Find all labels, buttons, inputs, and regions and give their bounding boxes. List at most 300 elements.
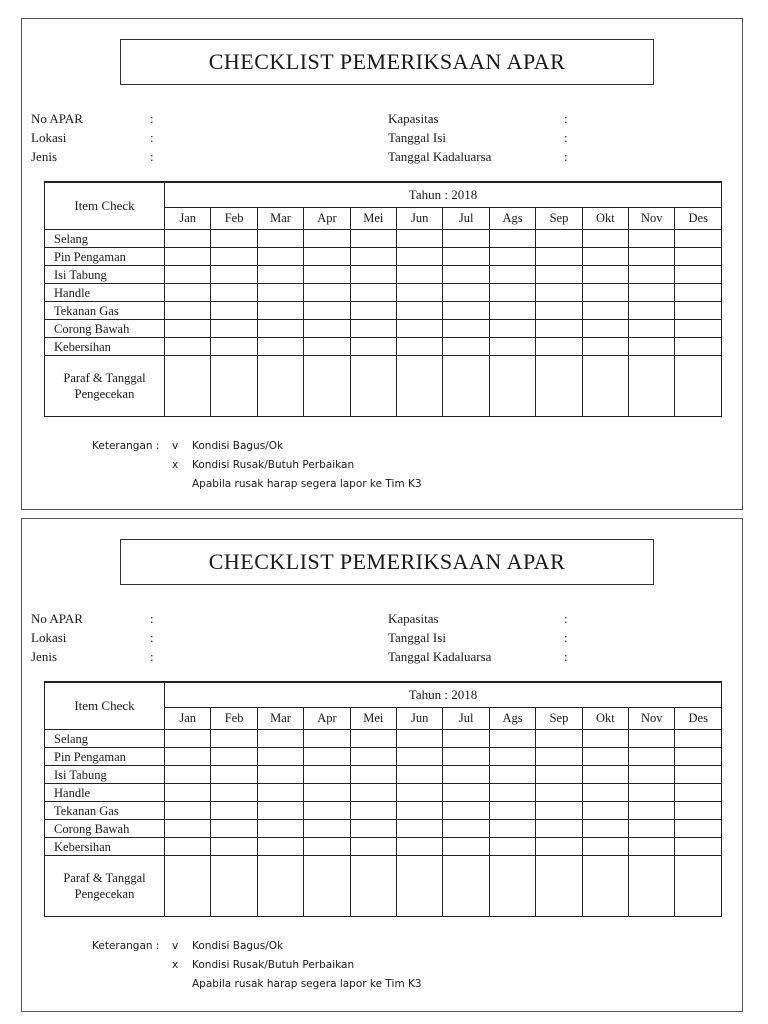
- check-cell[interactable]: [304, 784, 350, 802]
- check-cell[interactable]: [489, 338, 535, 356]
- check-cell[interactable]: [397, 838, 443, 856]
- signature-cell[interactable]: [489, 356, 535, 417]
- info-right: [388, 109, 576, 166]
- check-cell[interactable]: [675, 302, 722, 320]
- signature-cell[interactable]: [350, 356, 396, 417]
- check-cell[interactable]: [675, 748, 722, 766]
- legend-text: Kondisi Rusak/Butuh Perbaikan: [192, 959, 355, 971]
- info-row-tanggal-isi: [388, 128, 576, 147]
- month-header: Nov: [629, 708, 675, 730]
- signature-cell[interactable]: [304, 356, 350, 417]
- check-cell[interactable]: [489, 284, 535, 302]
- month-header: Des: [675, 708, 722, 730]
- check-cell[interactable]: [397, 730, 443, 748]
- check-cell[interactable]: [165, 284, 211, 302]
- month-header: Mei: [350, 208, 396, 230]
- check-cell[interactable]: [350, 338, 396, 356]
- tanggal-isi-colon: :: [564, 630, 568, 645]
- check-cell[interactable]: [582, 230, 628, 248]
- legend: [92, 937, 422, 994]
- signature-cell[interactable]: [675, 356, 722, 417]
- check-cell[interactable]: [536, 766, 582, 784]
- check-cell[interactable]: [397, 266, 443, 284]
- tanggal-kadaluarsa-label: Tanggal Kadaluarsa: [388, 149, 492, 164]
- legend-text: Kondisi Bagus/Ok: [192, 940, 284, 952]
- check-cell[interactable]: [211, 838, 257, 856]
- check-cell[interactable]: [489, 748, 535, 766]
- paraf-row: [45, 856, 722, 917]
- item-label: Tekanan Gas: [45, 802, 165, 820]
- table-row: [45, 820, 722, 838]
- tanggal-isi-colon: :: [564, 130, 568, 145]
- check-cell[interactable]: [582, 338, 628, 356]
- signature-cell[interactable]: [304, 856, 350, 917]
- check-cell[interactable]: [350, 748, 396, 766]
- check-cell[interactable]: [443, 302, 489, 320]
- check-cell[interactable]: [489, 838, 535, 856]
- info-row-kapasitas: [388, 109, 576, 128]
- check-cell[interactable]: [443, 766, 489, 784]
- check-cell[interactable]: [211, 266, 257, 284]
- check-cell[interactable]: [629, 302, 675, 320]
- check-cell[interactable]: [629, 248, 675, 266]
- info-row-no-apar: [31, 609, 162, 628]
- check-cell[interactable]: [211, 320, 257, 338]
- tanggal-kadaluarsa-label: Tanggal Kadaluarsa: [388, 649, 492, 664]
- signature-cell[interactable]: [257, 856, 303, 917]
- signature-cell[interactable]: [629, 356, 675, 417]
- check-cell[interactable]: [165, 320, 211, 338]
- check-cell[interactable]: [397, 748, 443, 766]
- check-cell[interactable]: [443, 320, 489, 338]
- signature-cell[interactable]: [397, 356, 443, 417]
- info-row-tanggal-isi: [388, 628, 576, 647]
- info-right: [388, 609, 576, 666]
- check-cell[interactable]: [350, 284, 396, 302]
- info-row-kapasitas: [388, 609, 576, 628]
- check-cell[interactable]: [165, 338, 211, 356]
- table-row: [45, 802, 722, 820]
- check-cell[interactable]: [211, 338, 257, 356]
- legend-row: [92, 956, 422, 975]
- signature-cell[interactable]: [350, 856, 396, 917]
- month-header: Ags: [489, 708, 535, 730]
- check-cell[interactable]: [397, 302, 443, 320]
- check-cell[interactable]: [165, 784, 211, 802]
- check-cell[interactable]: [675, 248, 722, 266]
- check-cell[interactable]: [165, 248, 211, 266]
- check-cell[interactable]: [536, 802, 582, 820]
- year-header: Tahun : 2018: [165, 182, 722, 208]
- legend-symbol: [172, 975, 192, 994]
- info-left: [31, 109, 162, 166]
- check-cell[interactable]: [489, 266, 535, 284]
- check-cell[interactable]: [536, 248, 582, 266]
- check-cell[interactable]: [629, 320, 675, 338]
- check-cell[interactable]: [582, 248, 628, 266]
- check-cell[interactable]: [536, 266, 582, 284]
- check-cell[interactable]: [165, 302, 211, 320]
- check-cell[interactable]: [304, 820, 350, 838]
- check-cell[interactable]: [489, 766, 535, 784]
- check-cell[interactable]: [304, 248, 350, 266]
- info-row-lokasi: [31, 128, 162, 147]
- check-cell[interactable]: [350, 766, 396, 784]
- check-cell[interactable]: [165, 230, 211, 248]
- check-cell[interactable]: [536, 730, 582, 748]
- check-cell[interactable]: [257, 266, 303, 284]
- item-label: Corong Bawah: [45, 320, 165, 338]
- check-cell[interactable]: [582, 802, 628, 820]
- check-cell[interactable]: [582, 820, 628, 838]
- check-cell[interactable]: [675, 838, 722, 856]
- check-cell[interactable]: [257, 320, 303, 338]
- check-cell[interactable]: [257, 820, 303, 838]
- check-cell[interactable]: [443, 730, 489, 748]
- month-header: Jan: [165, 208, 211, 230]
- legend: [92, 437, 422, 494]
- check-cell[interactable]: [536, 838, 582, 856]
- check-cell[interactable]: [443, 838, 489, 856]
- check-cell[interactable]: [257, 802, 303, 820]
- kapasitas-colon: :: [564, 611, 568, 626]
- check-cell[interactable]: [350, 302, 396, 320]
- check-cell[interactable]: [257, 784, 303, 802]
- jenis-label: Jenis: [31, 149, 57, 164]
- check-cell[interactable]: [582, 766, 628, 784]
- table-row: [45, 730, 722, 748]
- item-label: Kebersihan: [45, 838, 165, 856]
- jenis-colon: :: [150, 649, 154, 664]
- check-cell[interactable]: [582, 302, 628, 320]
- signature-cell[interactable]: [443, 856, 489, 917]
- check-cell[interactable]: [629, 338, 675, 356]
- item-label: Tekanan Gas: [45, 302, 165, 320]
- month-header: Apr: [304, 208, 350, 230]
- signature-cell[interactable]: [536, 856, 582, 917]
- check-cell[interactable]: [629, 748, 675, 766]
- check-cell[interactable]: [443, 230, 489, 248]
- month-header: Jul: [443, 208, 489, 230]
- table-row: [45, 748, 722, 766]
- check-cell[interactable]: [211, 802, 257, 820]
- month-header: Feb: [211, 708, 257, 730]
- check-cell[interactable]: [629, 266, 675, 284]
- month-header: Jun: [397, 708, 443, 730]
- check-cell[interactable]: [397, 248, 443, 266]
- tanggal-kadaluarsa-colon: :: [564, 649, 568, 664]
- check-cell[interactable]: [211, 230, 257, 248]
- lokasi-label: Lokasi: [31, 630, 67, 645]
- check-cell[interactable]: [257, 248, 303, 266]
- signature-cell[interactable]: [211, 856, 257, 917]
- month-header: Sep: [536, 708, 582, 730]
- check-cell[interactable]: [211, 820, 257, 838]
- check-cell[interactable]: [350, 784, 396, 802]
- check-cell[interactable]: [350, 820, 396, 838]
- check-cell[interactable]: [443, 338, 489, 356]
- info-row-tanggal-kadaluarsa: [388, 147, 576, 166]
- signature-cell[interactable]: [489, 856, 535, 917]
- check-cell[interactable]: [582, 748, 628, 766]
- no-apar-label: No APAR: [31, 111, 83, 126]
- item-label: Handle: [45, 784, 165, 802]
- lokasi-colon: :: [150, 130, 154, 145]
- tanggal-kadaluarsa-colon: :: [564, 149, 568, 164]
- check-cell[interactable]: [257, 766, 303, 784]
- table-row: [45, 266, 722, 284]
- signature-cell[interactable]: [443, 356, 489, 417]
- legend-row: [92, 975, 422, 994]
- check-cell[interactable]: [629, 784, 675, 802]
- check-cell[interactable]: [582, 266, 628, 284]
- month-header: Okt: [582, 708, 628, 730]
- check-cell[interactable]: [304, 748, 350, 766]
- no-apar-label: No APAR: [31, 611, 83, 626]
- check-cell[interactable]: [304, 802, 350, 820]
- month-header: Feb: [211, 208, 257, 230]
- check-cell[interactable]: [257, 730, 303, 748]
- month-header: Mar: [257, 208, 303, 230]
- check-cell[interactable]: [211, 302, 257, 320]
- check-cell[interactable]: [397, 820, 443, 838]
- paraf-label-line2: Pengecekan: [74, 387, 135, 401]
- legend-row: [92, 475, 422, 494]
- check-cell[interactable]: [489, 230, 535, 248]
- check-cell[interactable]: [536, 338, 582, 356]
- month-header: Jul: [443, 708, 489, 730]
- paraf-label-line1: Paraf & Tanggal: [63, 371, 146, 385]
- check-cell[interactable]: [350, 802, 396, 820]
- check-cell[interactable]: [257, 748, 303, 766]
- check-cell[interactable]: [675, 266, 722, 284]
- item-check-header: Item Check: [45, 682, 165, 730]
- check-cell[interactable]: [489, 730, 535, 748]
- item-check-header: Item Check: [45, 182, 165, 230]
- check-cell[interactable]: [489, 820, 535, 838]
- check-cell[interactable]: [582, 284, 628, 302]
- month-header: Nov: [629, 208, 675, 230]
- legend-text: Kondisi Bagus/Ok: [192, 440, 284, 452]
- check-cell[interactable]: [443, 802, 489, 820]
- signature-cell[interactable]: [675, 856, 722, 917]
- jenis-label: Jenis: [31, 649, 57, 664]
- signature-cell[interactable]: [397, 856, 443, 917]
- check-cell[interactable]: [629, 766, 675, 784]
- item-label: Selang: [45, 730, 165, 748]
- check-cell[interactable]: [629, 730, 675, 748]
- legend-row: [92, 437, 422, 456]
- info-row-tanggal-kadaluarsa: [388, 647, 576, 666]
- check-cell[interactable]: [257, 338, 303, 356]
- check-cell[interactable]: [675, 338, 722, 356]
- item-label: Pin Pengaman: [45, 248, 165, 266]
- checklist-form-2: [21, 518, 743, 1012]
- check-cell[interactable]: [211, 766, 257, 784]
- legend-label: Keterangan :: [92, 440, 160, 452]
- check-cell[interactable]: [582, 838, 628, 856]
- lokasi-colon: :: [150, 630, 154, 645]
- signature-cell[interactable]: [257, 356, 303, 417]
- check-cell[interactable]: [257, 838, 303, 856]
- month-header: Sep: [536, 208, 582, 230]
- check-cell[interactable]: [675, 230, 722, 248]
- item-label: Isi Tabung: [45, 766, 165, 784]
- lokasi-label: Lokasi: [31, 130, 67, 145]
- check-cell[interactable]: [629, 230, 675, 248]
- signature-cell[interactable]: [165, 856, 211, 917]
- check-cell[interactable]: [304, 838, 350, 856]
- check-cell[interactable]: [536, 302, 582, 320]
- check-cell[interactable]: [675, 766, 722, 784]
- check-cell[interactable]: [165, 266, 211, 284]
- check-cell[interactable]: [304, 230, 350, 248]
- info-row-jenis: [31, 147, 162, 166]
- check-cell[interactable]: [397, 284, 443, 302]
- item-label: Selang: [45, 230, 165, 248]
- check-cell[interactable]: [165, 802, 211, 820]
- check-cell[interactable]: [165, 748, 211, 766]
- month-header: Apr: [304, 708, 350, 730]
- check-cell[interactable]: [257, 230, 303, 248]
- check-cell[interactable]: [350, 266, 396, 284]
- check-cell[interactable]: [489, 248, 535, 266]
- no-apar-colon: :: [150, 611, 154, 626]
- check-cell[interactable]: [211, 284, 257, 302]
- form-title: CHECKLIST PEMERIKSAAN APAR: [120, 539, 654, 585]
- signature-cell[interactable]: [211, 356, 257, 417]
- check-cell[interactable]: [304, 320, 350, 338]
- check-cell[interactable]: [257, 302, 303, 320]
- check-cell[interactable]: [257, 284, 303, 302]
- check-cell[interactable]: [443, 748, 489, 766]
- table-row: [45, 230, 722, 248]
- item-label: Kebersihan: [45, 338, 165, 356]
- check-cell[interactable]: [536, 284, 582, 302]
- check-cell[interactable]: [489, 320, 535, 338]
- check-cell[interactable]: [629, 820, 675, 838]
- check-cell[interactable]: [165, 730, 211, 748]
- check-cell[interactable]: [536, 748, 582, 766]
- check-cell[interactable]: [536, 230, 582, 248]
- check-cell[interactable]: [675, 730, 722, 748]
- table-row: [45, 838, 722, 856]
- paraf-label-line1: Paraf & Tanggal: [63, 871, 146, 885]
- check-cell[interactable]: [675, 820, 722, 838]
- check-cell[interactable]: [350, 838, 396, 856]
- check-cell[interactable]: [397, 320, 443, 338]
- checklist-table: [44, 681, 722, 917]
- paraf-row: [45, 356, 722, 417]
- month-header: Mar: [257, 708, 303, 730]
- check-cell[interactable]: [350, 320, 396, 338]
- check-cell[interactable]: [443, 248, 489, 266]
- table-row: [45, 320, 722, 338]
- check-cell[interactable]: [350, 230, 396, 248]
- month-header: Mei: [350, 708, 396, 730]
- check-cell[interactable]: [211, 748, 257, 766]
- check-cell[interactable]: [675, 284, 722, 302]
- check-cell[interactable]: [582, 320, 628, 338]
- legend-label: Keterangan :: [92, 940, 160, 952]
- check-cell[interactable]: [536, 820, 582, 838]
- info-row-no-apar: [31, 109, 162, 128]
- check-cell[interactable]: [675, 784, 722, 802]
- info-row-lokasi: [31, 628, 162, 647]
- item-label: Pin Pengaman: [45, 748, 165, 766]
- signature-cell[interactable]: [582, 856, 628, 917]
- check-cell[interactable]: [489, 802, 535, 820]
- legend-text: Kondisi Rusak/Butuh Perbaikan: [192, 459, 355, 471]
- check-cell[interactable]: [489, 784, 535, 802]
- signature-cell[interactable]: [629, 856, 675, 917]
- check-cell[interactable]: [489, 302, 535, 320]
- kapasitas-label: Kapasitas: [388, 111, 439, 126]
- legend-symbol: [172, 475, 192, 494]
- check-cell[interactable]: [675, 802, 722, 820]
- check-cell[interactable]: [536, 320, 582, 338]
- check-cell[interactable]: [629, 838, 675, 856]
- jenis-colon: :: [150, 149, 154, 164]
- check-cell[interactable]: [582, 730, 628, 748]
- check-cell[interactable]: [397, 230, 443, 248]
- check-cell[interactable]: [397, 802, 443, 820]
- check-cell[interactable]: [397, 784, 443, 802]
- check-cell[interactable]: [675, 320, 722, 338]
- table-row: [45, 338, 722, 356]
- check-cell[interactable]: [536, 784, 582, 802]
- signature-cell[interactable]: [536, 356, 582, 417]
- check-cell[interactable]: [443, 266, 489, 284]
- check-cell[interactable]: [165, 766, 211, 784]
- tanggal-isi-label: Tanggal Isi: [388, 630, 446, 645]
- check-cell[interactable]: [443, 284, 489, 302]
- check-cell[interactable]: [304, 766, 350, 784]
- check-cell[interactable]: [582, 784, 628, 802]
- check-cell[interactable]: [211, 248, 257, 266]
- legend-symbol: x: [172, 959, 179, 971]
- check-cell[interactable]: [629, 802, 675, 820]
- check-cell[interactable]: [165, 838, 211, 856]
- check-cell[interactable]: [304, 284, 350, 302]
- check-cell[interactable]: [211, 730, 257, 748]
- check-cell[interactable]: [304, 302, 350, 320]
- table-row: [45, 784, 722, 802]
- legend-symbol: x: [172, 459, 179, 471]
- checklist-table: [44, 181, 722, 417]
- check-cell[interactable]: [211, 784, 257, 802]
- signature-cell[interactable]: [165, 356, 211, 417]
- check-cell[interactable]: [397, 766, 443, 784]
- paraf-label: [45, 356, 165, 417]
- month-header: Ags: [489, 208, 535, 230]
- form-title: CHECKLIST PEMERIKSAAN APAR: [120, 39, 654, 85]
- kapasitas-colon: :: [564, 111, 568, 126]
- check-cell[interactable]: [443, 784, 489, 802]
- check-cell[interactable]: [350, 248, 396, 266]
- check-cell[interactable]: [165, 820, 211, 838]
- legend-text: Apabila rusak harap segera lapor ke Tim K3: [192, 978, 422, 990]
- check-cell[interactable]: [304, 266, 350, 284]
- check-cell[interactable]: [304, 730, 350, 748]
- check-cell[interactable]: [397, 338, 443, 356]
- check-cell[interactable]: [443, 820, 489, 838]
- legend-symbol: v: [172, 940, 179, 952]
- check-cell[interactable]: [629, 284, 675, 302]
- check-cell[interactable]: [350, 730, 396, 748]
- check-cell[interactable]: [304, 338, 350, 356]
- signature-cell[interactable]: [582, 356, 628, 417]
